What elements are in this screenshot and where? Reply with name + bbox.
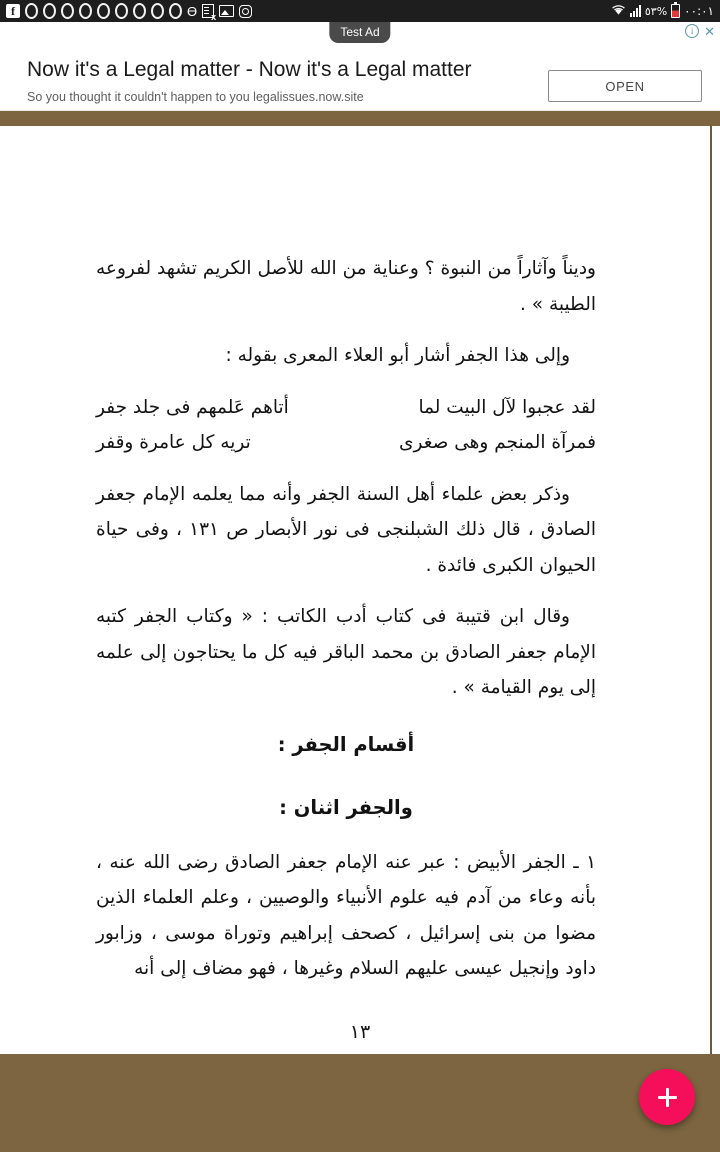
paragraph-block-1 — [96, 251, 596, 322]
test-ad-badge: Test Ad — [329, 22, 390, 43]
ad-headline: Now it's a Legal matter - Now it's a Legal matter — [27, 58, 472, 81]
notification-circle-icon — [169, 3, 182, 19]
clock-label: ٠٠:٠١ — [684, 4, 714, 18]
ad-info-icon[interactable]: i — [685, 24, 699, 38]
verse-1-hemistich-2: أتاهم عَلمهم فى جلد جفر — [96, 396, 289, 418]
verse-1-hemistich-1: لقد عجبوا لآل البيت لما — [418, 396, 596, 418]
paragraph-block-2 — [96, 338, 596, 374]
paragraph-5: ١ ـ الجفر الأبيض : عبر عنه الإمام جعفر الصادق رضى الله عنه ، بأنه وعاء من آدم فيه علوم الأنبياء والوصيين ، وعلم العلماء الذين مضوا من بنى إسرائيل ، كصحف إبراهيم وتوراة موسى ، وزابور داود وإنجيل عيسى عليهم السلام وغيرها ، فهو مضاف إلى أنه — [96, 851, 596, 980]
notification-circle-icon — [151, 3, 164, 19]
verse-2-hemistich-2: تريه كل عامرة وقفر — [96, 432, 251, 454]
paragraph-3: وذكر بعض علماء أهل السنة الجفر وأنه مما يعلمه الإمام جعفر الصادق ، قال ذلك الشبلنجى فى نور الأبصار ص ١٣١ ، وفى حياة الحيوان الكبرى فائدة . — [96, 483, 596, 576]
notification-circle-icon — [133, 3, 146, 19]
facebook-icon — [6, 4, 20, 18]
page-number: ١٣ — [349, 1021, 371, 1043]
ad-open-button[interactable]: OPEN — [548, 70, 702, 102]
verse-line-1 — [96, 390, 596, 426]
ad-close-icon[interactable]: ✕ — [704, 23, 715, 39]
paragraph-block-3 — [96, 477, 596, 584]
paragraph-block-5 — [96, 845, 596, 987]
battery-percent-label: ٥٣% — [644, 4, 668, 18]
ad-banner[interactable] — [0, 22, 720, 111]
section-heading-aqsam-al-jafr: أقسام الجفر : — [277, 732, 415, 756]
notification-circle-icon — [25, 3, 38, 19]
instagram-icon — [239, 5, 252, 18]
add-bookmark-fab[interactable] — [639, 1069, 695, 1125]
ad-controls — [685, 24, 715, 38]
paragraph-1: وديناً وآثاراً من النبوة ؟ وعناية من الله للأصل الكريم تشهد لفروعه الطيبة » . — [96, 258, 596, 315]
notification-circle-icon — [79, 3, 92, 19]
reader-top-band — [0, 110, 720, 126]
ad-subtext: So you thought it couldn't happen to you legalissues.now.site — [27, 90, 364, 104]
plus-icon — [658, 1088, 677, 1107]
status-bar-notification-icons — [6, 3, 252, 19]
facebook-glyph: f — [6, 4, 20, 18]
notification-circle-icon — [43, 3, 56, 19]
status-bar — [0, 0, 720, 22]
notification-circle-icon — [61, 3, 74, 19]
poem-block — [96, 390, 596, 461]
book-reader-view[interactable] — [0, 110, 720, 1152]
paragraph-2: وإلى هذا الجفر أشار أبو العلاء المعرى بقوله : — [225, 345, 570, 367]
verse-2-hemistich-1: فمرآة المنجم وهى صغرى — [399, 432, 596, 454]
cellular-signal-icon — [630, 5, 641, 17]
book-page-sheet[interactable] — [0, 126, 720, 1054]
status-bar-system-icons — [611, 4, 714, 19]
wifi-icon — [611, 4, 626, 19]
verse-line-2 — [96, 425, 596, 461]
section-heading-wal-jafr-ithnan: والجفر اثنان : — [279, 796, 413, 820]
usb-icon: Ө — [187, 3, 198, 19]
document-blocked-icon — [202, 4, 214, 18]
page-text-content — [96, 251, 596, 1003]
notification-circle-icon — [115, 3, 128, 19]
notification-circle-icon — [97, 3, 110, 19]
vertical-scrollbar[interactable] — [710, 125, 712, 1100]
paragraph-block-4 — [96, 599, 596, 706]
reader-bottom-band — [0, 1054, 720, 1152]
image-icon — [219, 5, 234, 17]
battery-icon — [671, 4, 680, 18]
paragraph-4: وقال ابن قتيبة فى كتاب أدب الكاتب : « وكتاب الجفر كتبه الإمام جعفر الصادق بن محمد الباقر فيه كل ما يحتاجون إلى علمه إلى يوم القيامة » . — [96, 606, 596, 699]
